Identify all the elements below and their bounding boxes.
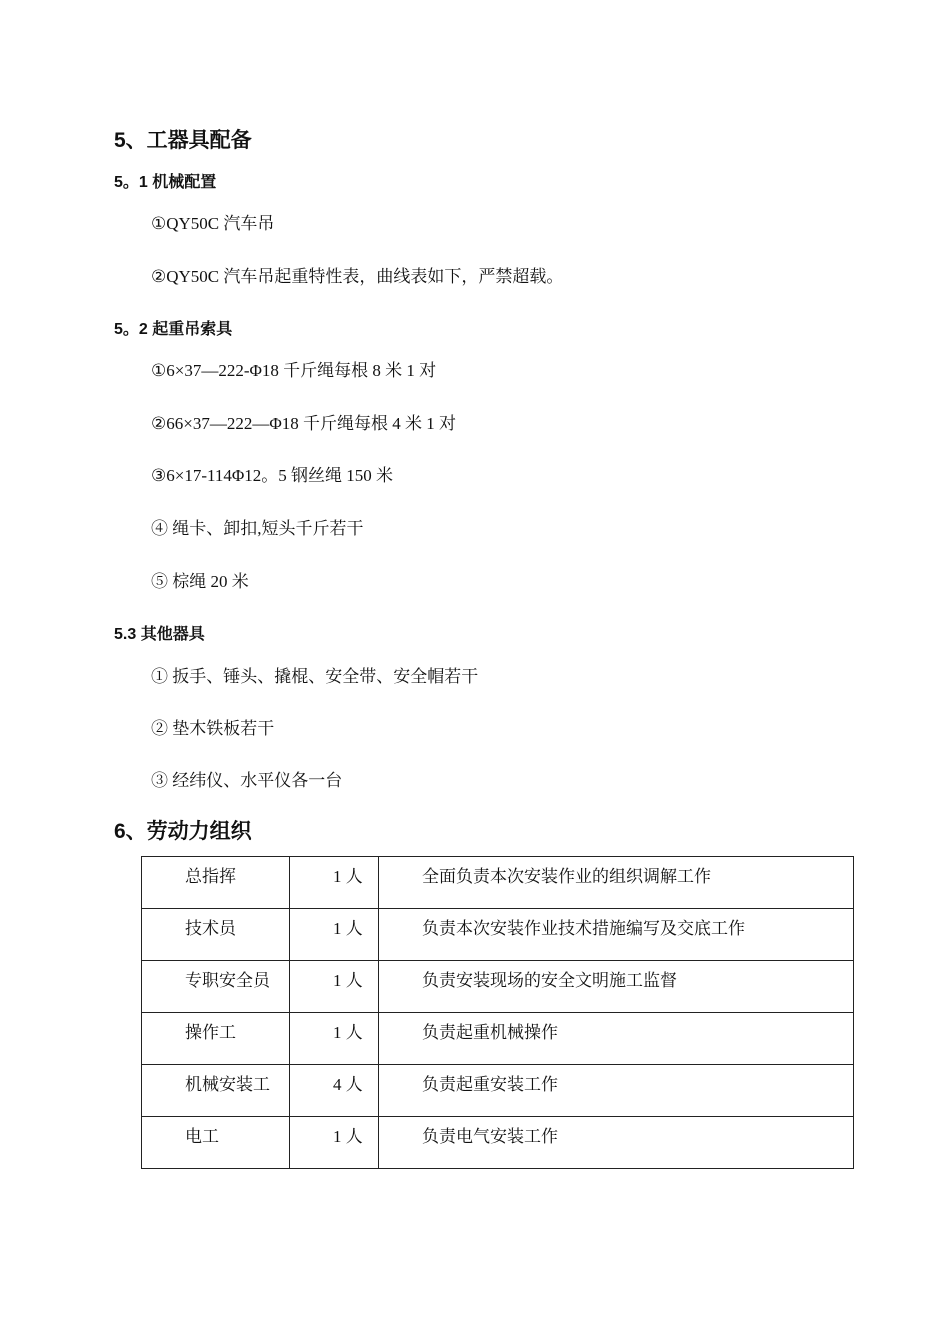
role-cell: 电工 <box>142 1117 290 1169</box>
section-6-title: 6、劳动力组织 <box>114 820 252 843</box>
subsection-5-3-title: 5.3 其他器具 <box>114 626 205 643</box>
list-item: ⑤ 棕绳 20 米 <box>151 572 249 591</box>
table-row <box>142 1065 854 1117</box>
role-cell: 总指挥 <box>142 857 290 909</box>
list-item: ①6×37—222-Φ18 千斤绳每根 8 米 1 对 <box>151 361 437 380</box>
count-cell: 1 人 <box>290 1117 379 1169</box>
list-item: ②66×37—222—Φ18 千斤绳每根 4 米 1 对 <box>151 414 457 433</box>
duty-cell: 负责安装现场的安全文明施工监督 <box>379 961 854 1013</box>
duty-cell: 全面负责本次安装作业的组织调解工作 <box>379 857 854 909</box>
count-cell: 1 人 <box>290 909 379 961</box>
subsection-5-2-title: 5。2 起重吊索具 <box>114 321 233 338</box>
subsection-5-1-title: 5。1 机械配置 <box>114 174 217 191</box>
table-row <box>142 961 854 1013</box>
labor-table <box>141 856 854 1169</box>
duty-cell: 负责起重机械操作 <box>379 1013 854 1065</box>
count-cell: 4 人 <box>290 1065 379 1117</box>
duty-cell: 负责电气安装工作 <box>379 1117 854 1169</box>
table-row <box>142 857 854 909</box>
table-row <box>142 909 854 961</box>
duty-cell: 负责本次安装作业技术措施编写及交底工作 <box>379 909 854 961</box>
table-row <box>142 1013 854 1065</box>
role-cell: 专职安全员 <box>142 961 290 1013</box>
count-cell: 1 人 <box>290 857 379 909</box>
role-cell: 操作工 <box>142 1013 290 1065</box>
role-cell: 机械安装工 <box>142 1065 290 1117</box>
duty-cell: 负责起重安装工作 <box>379 1065 854 1117</box>
section-5-title: 5、工器具配备 <box>114 129 252 152</box>
role-cell: 技术员 <box>142 909 290 961</box>
count-cell: 1 人 <box>290 1013 379 1065</box>
list-item: ③6×17-114Φ12。5 钢丝绳 150 米 <box>151 466 394 485</box>
count-cell: 1 人 <box>290 961 379 1013</box>
list-item: ①QY50C 汽车吊 <box>151 214 275 233</box>
list-item: ① 扳手、锤头、撬棍、安全带、安全帽若干 <box>151 667 479 686</box>
table-row <box>142 1117 854 1169</box>
list-item: ② 垫木铁板若干 <box>151 719 275 738</box>
list-item: ②QY50C 汽车吊起重特性表，曲线表如下，严禁超载。 <box>151 267 564 286</box>
list-item: ④ 绳卡、卸扣,短头千斤若干 <box>151 519 364 538</box>
list-item: ③ 经纬仪、水平仪各一台 <box>151 771 343 790</box>
